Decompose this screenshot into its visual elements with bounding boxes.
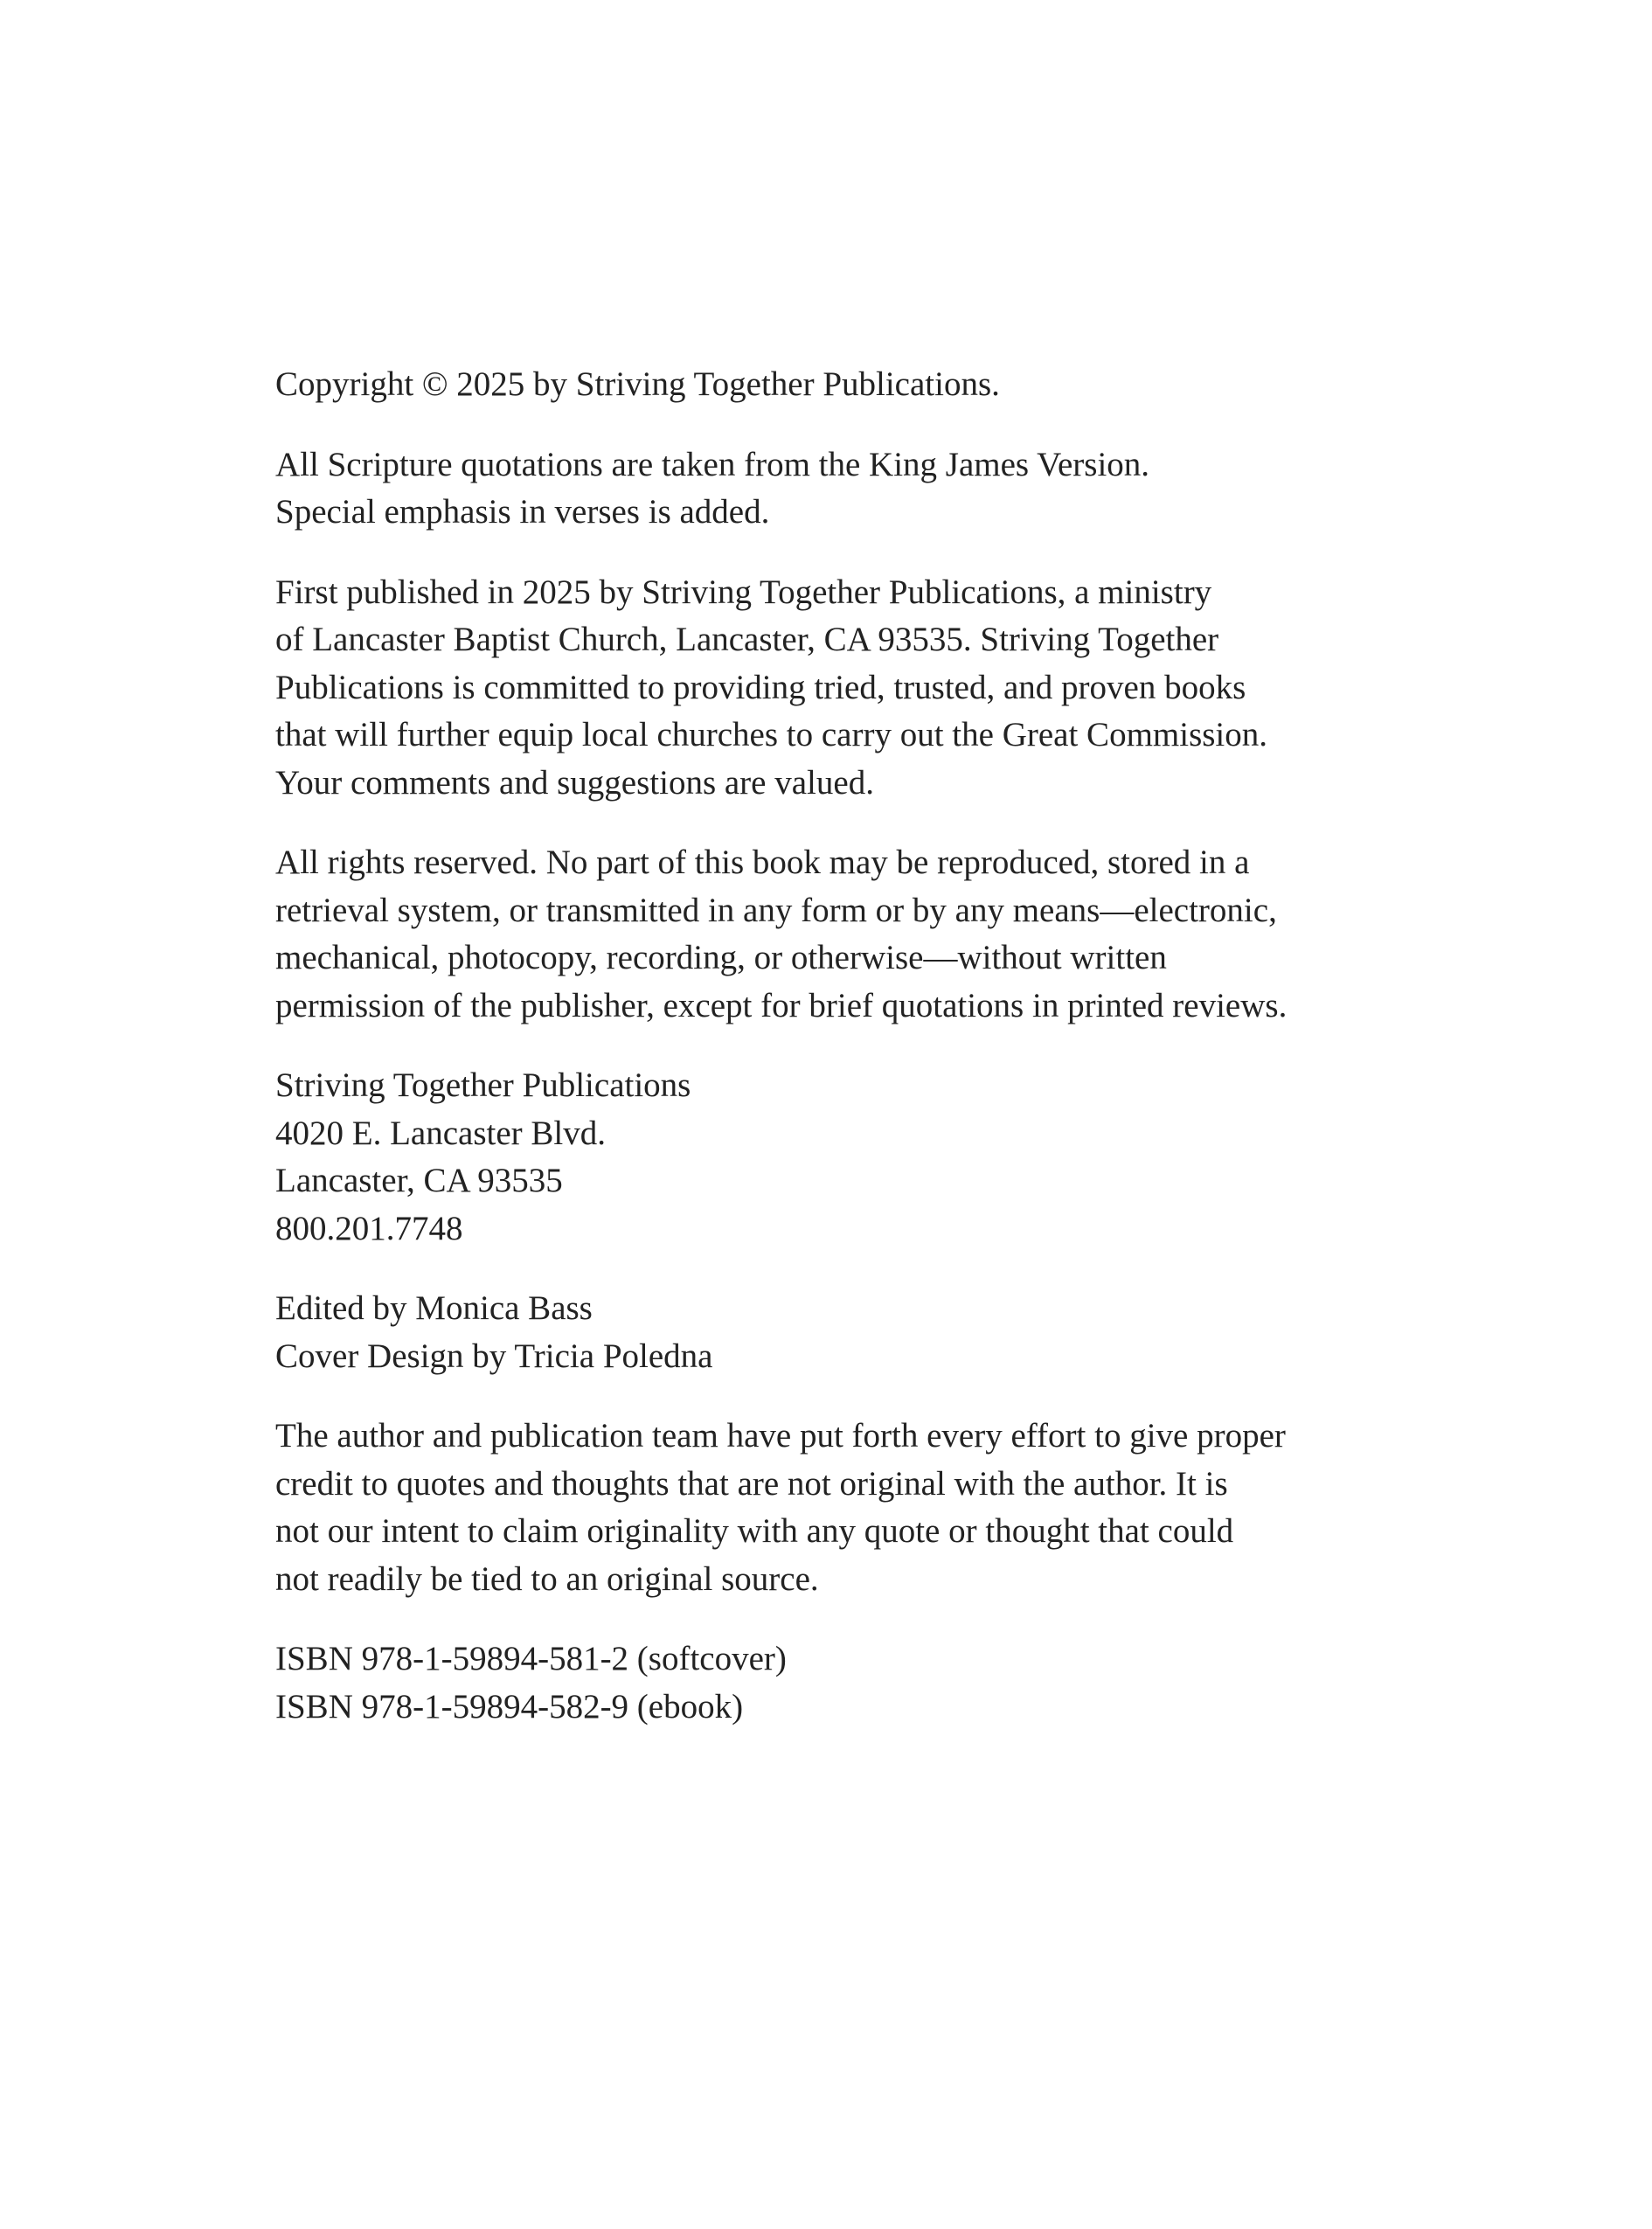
disclaimer [275,1413,1429,1603]
address-line: Striving Together Publications [275,1066,691,1104]
copyright-content [275,361,1429,1763]
disclaimer-line: not readily be tied to an original source. [275,1559,819,1598]
cover-design-credit: Cover Design by Tricia Poledna [275,1337,713,1375]
copyright-line: Copyright © 2025 by Striving Together Publications. [275,365,1000,403]
disclaimer-line: not our intent to claim originality with any quote or thought that could [275,1512,1234,1550]
publisher-info-line: First published in 2025 by Striving Together Publications, a ministry [275,573,1212,611]
scripture-line: Special emphasis in verses is added. [275,493,770,531]
rights-line: retrieval system, or transmitted in any form or by any means—electronic, [275,891,1277,929]
phone-number: 800.201.7748 [275,1209,463,1247]
address-line: 4020 E. Lancaster Blvd. [275,1114,606,1152]
publisher-info [275,569,1429,808]
publisher-info-line: that will further equip local churches to carry out the Great Commission. [275,716,1268,753]
disclaimer-line: The author and publication team have put forth every effort to give proper [275,1417,1286,1455]
publisher-info-line: Publications is committed to providing tried, trusted, and proven books [275,668,1246,706]
rights-line: permission of the publisher, except for brief quotations in printed reviews. [275,986,1288,1024]
credits [275,1285,1429,1380]
copyright-notice [275,361,1429,409]
disclaimer-line: credit to quotes and thoughts that are not original with the author. It is [275,1464,1228,1503]
scripture-line: All Scripture quotations are taken from the King James Version. [275,445,1150,483]
publisher-info-line: of Lancaster Baptist Church, Lancaster, CA 93535. Striving Together [275,621,1219,658]
isbn-ebook: ISBN 978-1-59894-582-9 (ebook) [275,1687,744,1726]
publisher-info-line: Your comments and suggestions are valued. [275,763,874,802]
rights-line: All rights reserved. No part of this book may be reproduced, stored in a [275,844,1250,881]
address-line: Lancaster, CA 93535 [275,1162,563,1199]
editor-credit: Edited by Monica Bass [275,1289,593,1327]
publisher-address [275,1062,1429,1253]
rights-line: mechanical, photocopy, recording, or otherwise—without written [275,939,1167,976]
scripture-notice [275,441,1429,537]
isbn-list [275,1635,1429,1731]
rights-notice [275,839,1429,1030]
isbn-softcover: ISBN 978-1-59894-581-2 (softcover) [275,1640,787,1677]
